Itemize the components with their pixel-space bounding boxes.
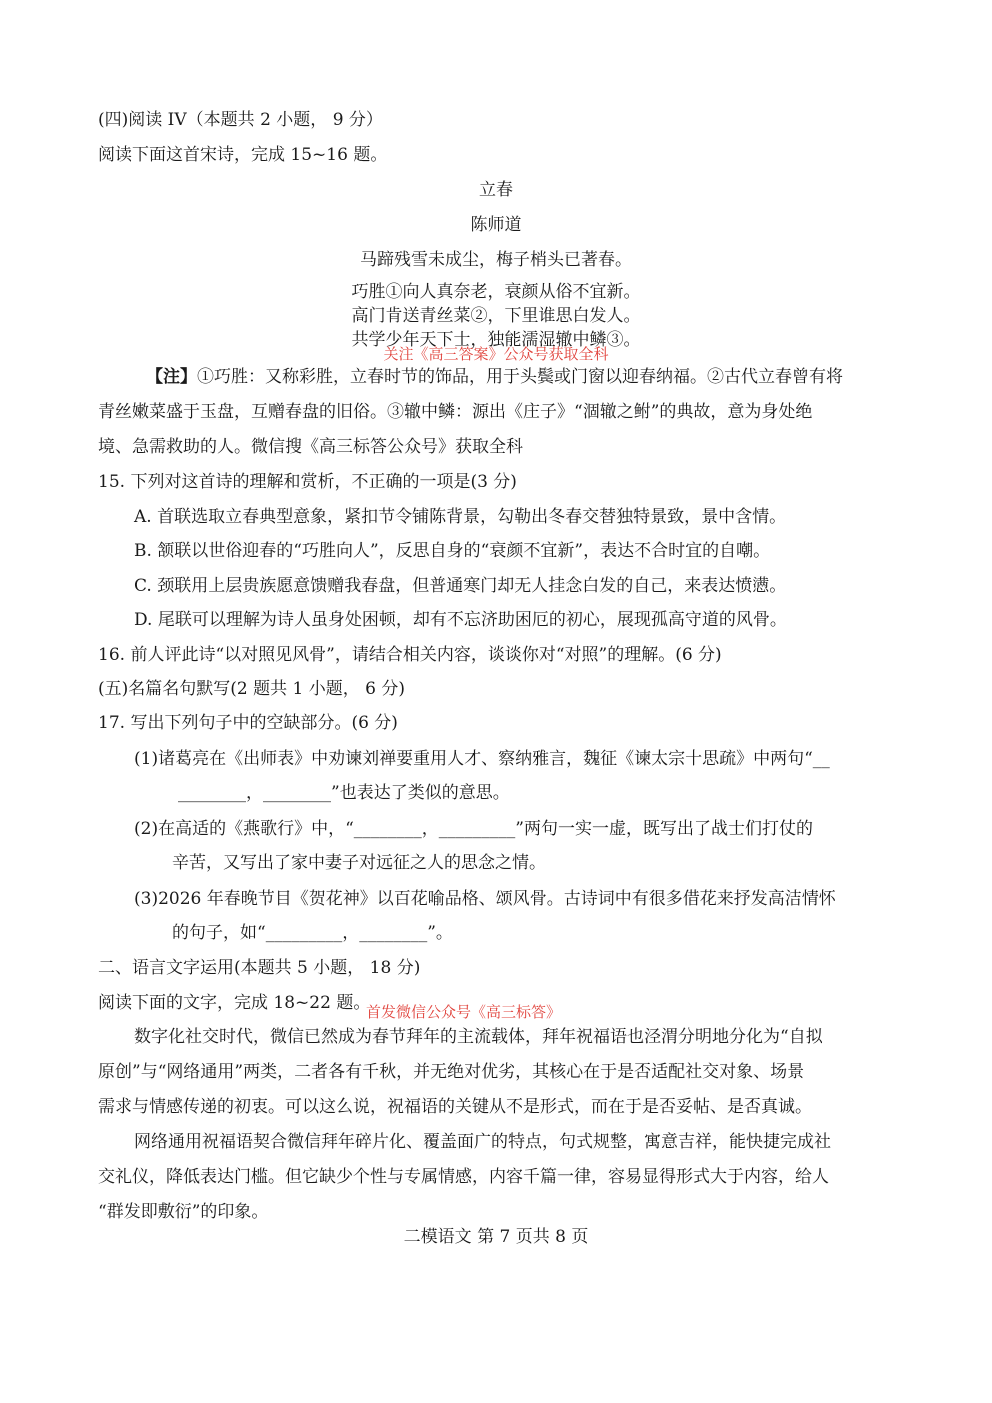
section4-instruction: 阅读下面这首宋诗，完成 15~16 题。: [98, 145, 388, 165]
poem-line: 巧胜①向人真奈老，衰颜从俗不宜新。: [351, 282, 641, 302]
paragraph-line: 需求与情感传递的初衷。可以这么说，祝福语的关键从不是形式，而在于是否妥帖、是否真诚。: [98, 1097, 812, 1117]
poem-title: 立春: [479, 180, 513, 200]
question-17-stem: 17. 写出下列句子中的空缺部分。(6 分): [98, 713, 398, 733]
section4-heading: (四)阅读 IV（本题共 2 小题， 9 分）: [98, 110, 383, 130]
paragraph-line: 原创”与“网络通用”两类，二者各有千秋，并无绝对优劣，其核心在于是否适配社交对象、场景: [98, 1062, 805, 1082]
poem-author: 陈师道: [470, 215, 522, 235]
note-label: 【注】: [146, 367, 197, 387]
q17-item-3: (3)2026 年春晚节目《贺花神》以百花喻品格、颂风骨。古诗词中有很多借花来抒发高洁情怀: [134, 889, 836, 909]
watermark-overlay: 首发微信公众号《高三标答》: [366, 1003, 562, 1021]
poem-line: 高门肯送青丝菜②，下里谁思白发人。: [351, 306, 641, 326]
option-d: D. 尾联可以理解为诗人虽身处困顿，却有不忘济助困厄的初心，展现孤高守道的风骨。: [134, 610, 787, 630]
q17-item-2: (2)在高适的《燕歌行》中，“________，_________”两句一实一虚，既写出了战士们打仗的: [134, 819, 813, 839]
part2-instruction: 阅读下面的文字，完成 18~22 题。: [98, 993, 371, 1013]
note-text: ①巧胜：又称彩胜，立春时节的饰品，用于头鬓或门窗以迎春纳福。②古代立春曾有将: [197, 367, 843, 387]
q17-item-3-cont: 的句子，如“_________，________”。: [172, 923, 453, 943]
annotation-line: 境、急需救助的人。微信搜《高三标答公众号》获取全科: [98, 437, 523, 457]
poem-line: 共学少年天下士，独能濡湿辙中鳞③。: [351, 330, 641, 350]
watermark-overlay: 关注《高三答案》公众号获取全科: [383, 345, 609, 363]
option-c: C. 颈联用上层贵族愿意馈赠我春盘，但普通寒门却无人挂念白发的自己，来表达愤懑。: [134, 576, 787, 596]
section5-heading: (五)名篇名句默写(2 题共 1 小题， 6 分): [98, 679, 405, 699]
page-footer: 二模语文 第 7 页共 8 页: [403, 1227, 589, 1247]
annotation-line: [146, 365, 843, 389]
option-b: B. 颔联以世俗迎春的“巧胜向人”，反思自身的“衰颜不宜新”，表达不合时宜的自嘲。: [134, 541, 771, 561]
option-a: A. 首联选取立春典型意象，紧扣节令铺陈背景，勾勒出冬春交替独特景致，景中含情。: [134, 507, 787, 527]
q17-item-1-cont: ________，________”也表达了类似的意思。: [178, 783, 510, 803]
poem-line: 马蹄残雪未成尘，梅子梢头已著春。: [360, 250, 632, 270]
annotation-line: 青丝嫩菜盛于玉盘，互赠春盘的旧俗。③辙中鳞：源出《庄子》“涸辙之鲋”的典故，意为身处绝: [98, 402, 813, 422]
paragraph-line: 网络通用祝福语契合微信拜年碎片化、覆盖面广的特点，句式规整，寓意吉祥，能快捷完成社: [134, 1132, 831, 1152]
paragraph-line: 数字化社交时代，微信已然成为春节拜年的主流载体，拜年祝福语也泾渭分明地分化为“自拟: [134, 1027, 823, 1047]
question-15-stem: 15. 下列对这首诗的理解和赏析，不正确的一项是(3 分): [98, 472, 517, 492]
q17-item-2-cont: 辛苦，又写出了家中妻子对远征之人的思念之情。: [172, 853, 546, 873]
part2-heading: 二、语言文字运用(本题共 5 小题， 18 分): [98, 958, 421, 978]
paragraph-line: 交礼仪，降低表达门槛。但它缺少个性与专属情感，内容千篇一律，容易显得形式大于内容，给人: [98, 1167, 829, 1187]
paragraph-line: “群发即敷衍”的印象。: [98, 1202, 269, 1222]
q17-item-1: (1)诸葛亮在《出师表》中劝谏刘禅要重用人才、察纳雅言，魏征《谏太宗十思疏》中两句“__: [134, 749, 830, 769]
question-16: 16. 前人评此诗“以对照见风骨”，请结合相关内容，谈谈你对“对照”的理解。(6 分): [98, 645, 722, 665]
